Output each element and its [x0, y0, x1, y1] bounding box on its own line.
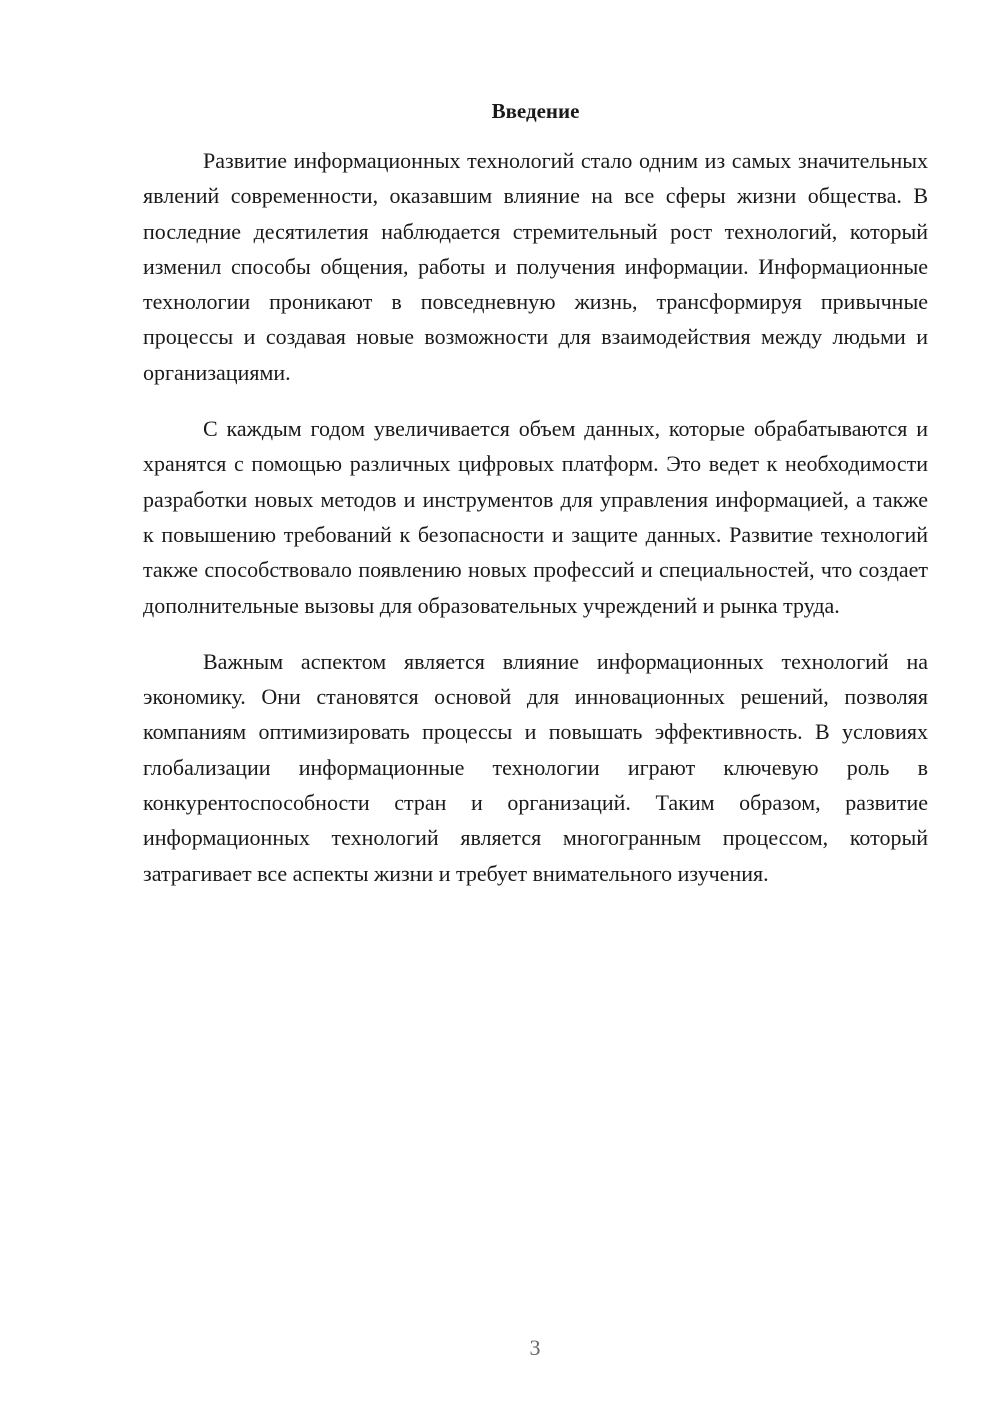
paragraph-3: Важным аспектом является влияние информационных технологий на экономику. Они становятся основой для инновационных решений, позволяя компаниям оптимизировать процессы и повышать эффективность. В условиях глобализации информационные технологии играют ключевую роль в конкурентоспособности стран и организаций. Таким образом, развитие информационных технологий является многогранным процессом, который затрагивает все аспекты жизни и требует внимательного изучения. — [143, 648, 928, 886]
paragraph-2: С каждым годом увеличивается объем данных, которые обрабатываются и хранятся с помощью различных цифровых платформ. Это ведет к необходимости разработки новых методов и инструментов для управления информацией, а также к повышению требований к безопасности и защите данных. Развитие технологий также способствовало появлению новых профессий и специальностей, что создает дополнительные вызовы для образовательных учреждений и рынка труда. — [143, 416, 928, 618]
paragraph-1: Развитие информационных технологий стало одним из самых значительных явлений современности, оказавшим влияние на все сферы жизни общества. В последние десятилетия наблюдается стремительный рост технологий, который изменил способы общения, работы и получения информации. Информационные технологии проникают в повседневную жизнь, трансформируя привычные процессы и создавая новые возможности для взаимодействия между людьми и организациями. — [143, 148, 928, 385]
page-number: 3 — [529, 1335, 541, 1360]
section-title: Введение — [491, 99, 580, 123]
document-body — [143, 143, 928, 912]
